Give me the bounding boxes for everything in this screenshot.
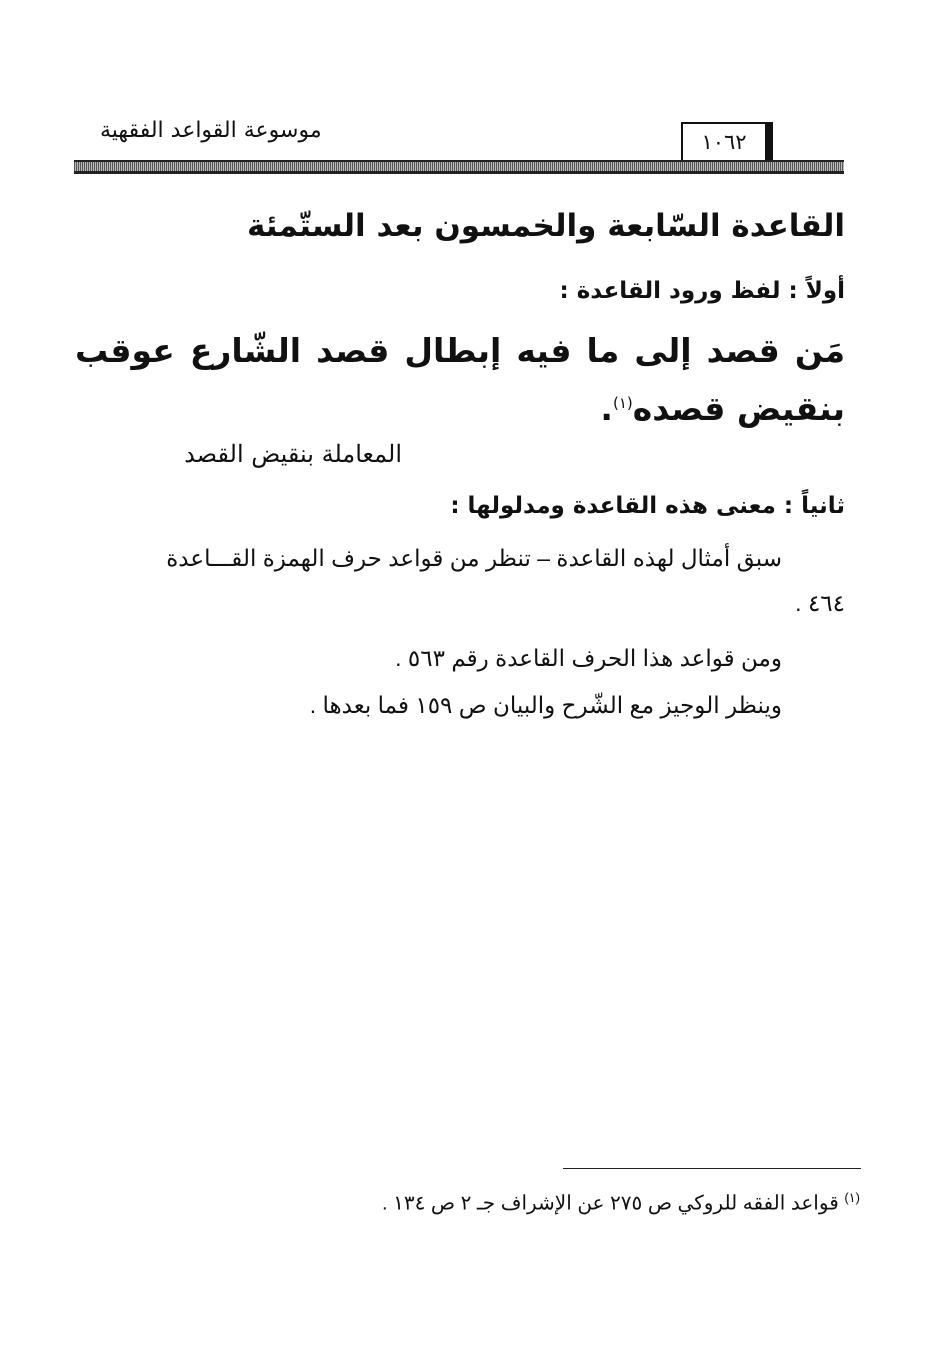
section-2-label: ثانياً : معنى هذه القاعدة ومدلولها : <box>450 493 845 519</box>
section-heading-wording <box>560 278 845 304</box>
rule-statement-end: . <box>600 389 613 428</box>
paragraph-3: وينظر الوجيز مع الشّرح والبيان ص ١٥٩ فما بعدها . <box>309 692 782 718</box>
footnote-ref[interactable]: (١) <box>612 394 633 412</box>
header-divider <box>74 160 844 174</box>
rule-statement-text: مَن قصد إلى ما فيه إبطال قصد الشّارع عوقب بنقيض قصده <box>75 331 845 428</box>
section-heading-meaning <box>450 493 845 519</box>
paragraph-1-continuation: ٤٦٤ . <box>795 590 845 616</box>
footnote <box>382 1190 860 1216</box>
footnote-text: قواعد الفقه للروكي ص ٢٧٥ عن الإشراف جـ ٢ ص ١٣٤ . <box>381 1192 839 1215</box>
rule-heading: القاعدة السّابعة والخمسون بعد الستّمئة <box>246 208 845 244</box>
alternate-wording: المعاملة بنقيض القصد <box>184 440 402 468</box>
rule-statement <box>75 325 845 435</box>
footnote-divider <box>563 1168 861 1169</box>
section-1-label: أولاً : لفظ ورود القاعدة : <box>559 278 845 304</box>
paragraph-2: ومن قواعد هذا الحرف القاعدة رقم ٥٦٣ . <box>395 645 782 671</box>
page-number: ١٠٦٢ <box>681 122 773 160</box>
paragraph-1: سبق أمثال لهذه القاعدة – تنظر من قواعد حرف الهمزة القـــاعدة <box>166 545 782 571</box>
running-header-title: موسوعة القواعد الفقهية <box>100 118 322 143</box>
footnote-marker: (١) <box>844 1190 860 1205</box>
